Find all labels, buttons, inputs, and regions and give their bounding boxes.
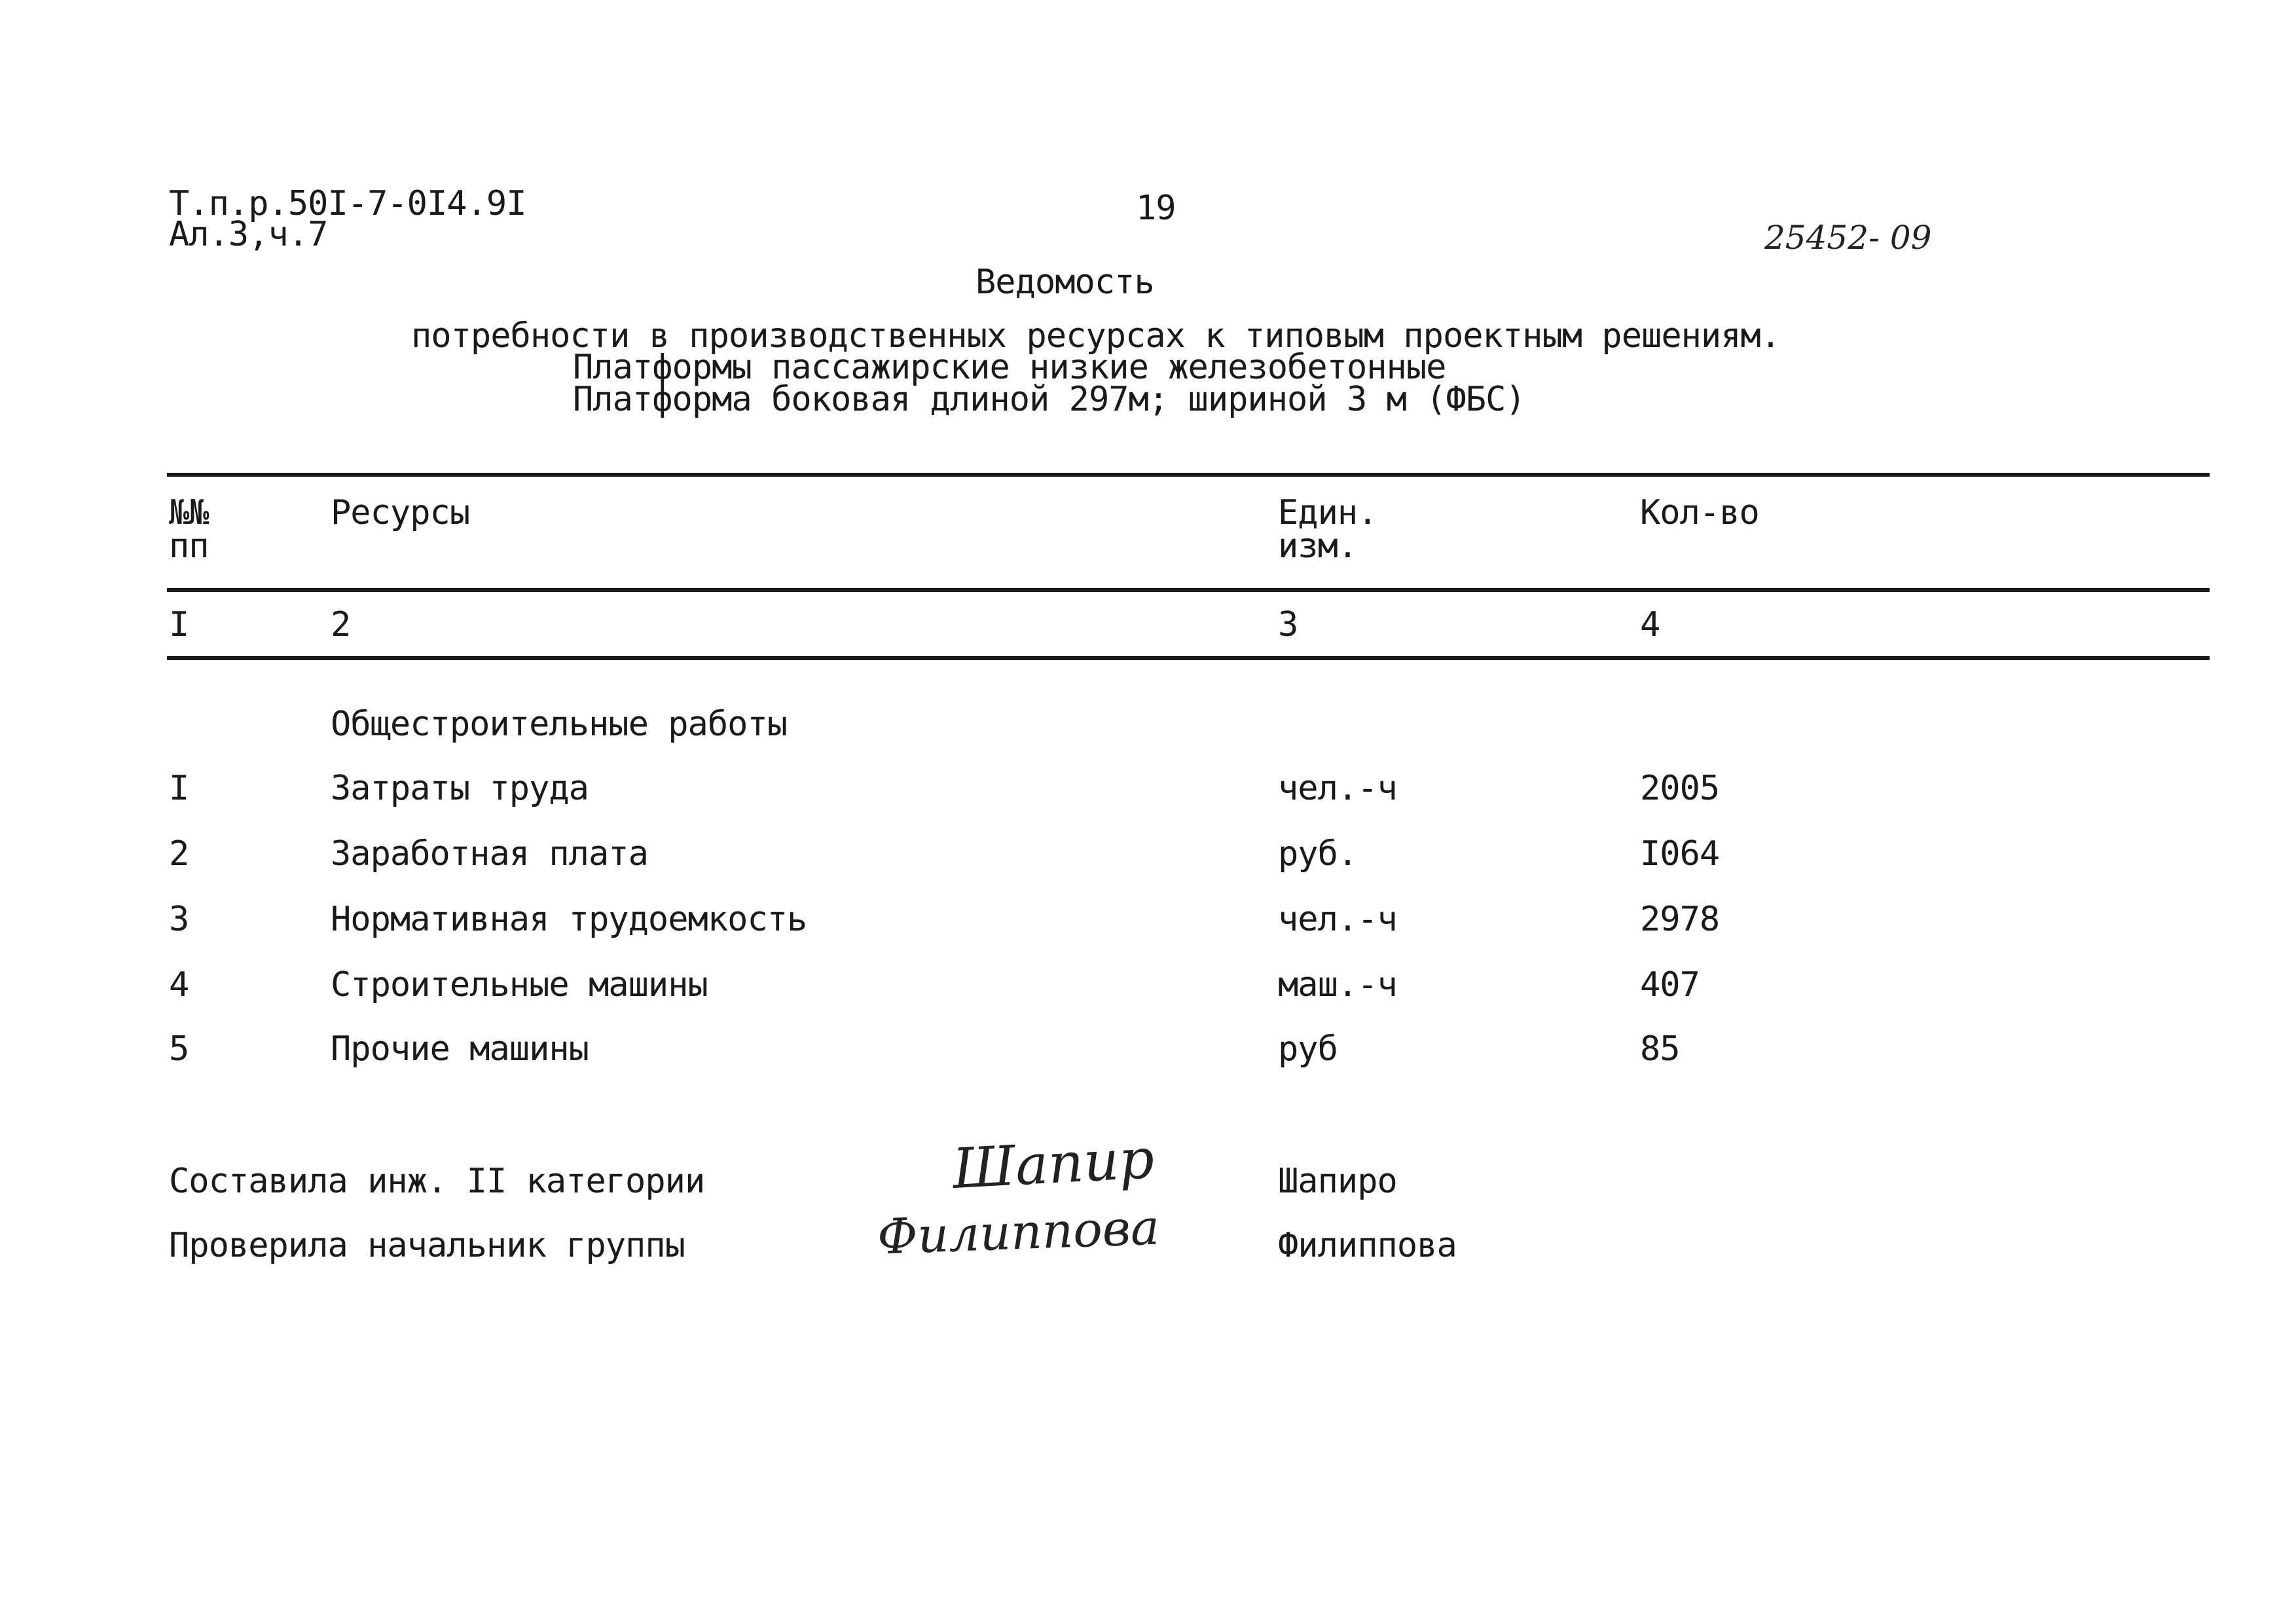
- col-header-unit-2: изм.: [1278, 526, 1358, 566]
- row-qty: 2005: [1640, 769, 1720, 808]
- colnum-bottom-rule: [167, 656, 2210, 660]
- title-line-3: Платформа боковая длиной 297м; шириной 3 м (ФБС): [573, 380, 1525, 419]
- col-number-1: I: [169, 605, 189, 644]
- row-qty: 2978: [1640, 900, 1720, 939]
- col-header-qty: Кол-во: [1640, 493, 1759, 532]
- checked-by-label: Проверила начальник группы: [169, 1226, 685, 1265]
- row-resource: Нормативная трудоемкость: [331, 900, 807, 939]
- col-number-4: 4: [1640, 605, 1660, 644]
- document-section: Ал.3,ч.7: [169, 215, 328, 254]
- title-line-1: потребности в производственных ресурсах к типовым проектным решениям.: [411, 316, 1781, 356]
- document-code: Т.п.р.50I-7-0I4.9I: [169, 184, 526, 223]
- section-title: Общестроительные работы: [331, 705, 788, 744]
- row-resource: Заработная плата: [331, 834, 648, 874]
- col-header-num: №№: [169, 493, 209, 532]
- row-num: 5: [169, 1029, 189, 1069]
- row-resource: Прочие машины: [331, 1029, 589, 1069]
- row-resource: Затраты труда: [331, 769, 589, 808]
- row-num: 3: [169, 900, 189, 939]
- signature-filippova: Филиппова: [876, 1199, 1161, 1266]
- document-title: Ведомость: [975, 263, 1154, 302]
- header-bottom-rule: [167, 588, 2210, 592]
- row-num: I: [169, 769, 189, 808]
- compiled-by-name: Шапиро: [1278, 1162, 1397, 1201]
- checked-by-name: Филиппова: [1278, 1226, 1457, 1265]
- row-qty: 407: [1640, 965, 1700, 1005]
- col-number-2: 2: [331, 605, 351, 644]
- title-line-2: Платформы пассажирские низкие железобетонные: [573, 348, 1446, 387]
- row-qty: 85: [1640, 1029, 1680, 1069]
- compiled-by-label: Составила инж. II категории: [169, 1162, 705, 1201]
- row-unit: руб: [1278, 1029, 1338, 1069]
- row-unit: руб.: [1278, 834, 1358, 874]
- page-number: 19: [1136, 189, 1176, 228]
- signature-shapiro: Шапир: [951, 1126, 1156, 1201]
- row-unit: чел.-ч: [1278, 900, 1397, 939]
- col-header-unit: Един.: [1278, 493, 1377, 532]
- row-resource: Строительные машины: [331, 965, 708, 1005]
- row-num: 2: [169, 834, 189, 874]
- table-top-rule: [167, 473, 2210, 477]
- registration-number: 25452- 09: [1764, 219, 1932, 257]
- col-number-3: 3: [1278, 605, 1298, 644]
- row-unit: маш.-ч: [1278, 965, 1397, 1005]
- row-qty: I064: [1640, 834, 1720, 874]
- col-header-num-2: пп: [169, 526, 209, 566]
- row-num: 4: [169, 965, 189, 1005]
- col-header-resources: Ресурсы: [331, 493, 470, 532]
- row-unit: чел.-ч: [1278, 769, 1397, 808]
